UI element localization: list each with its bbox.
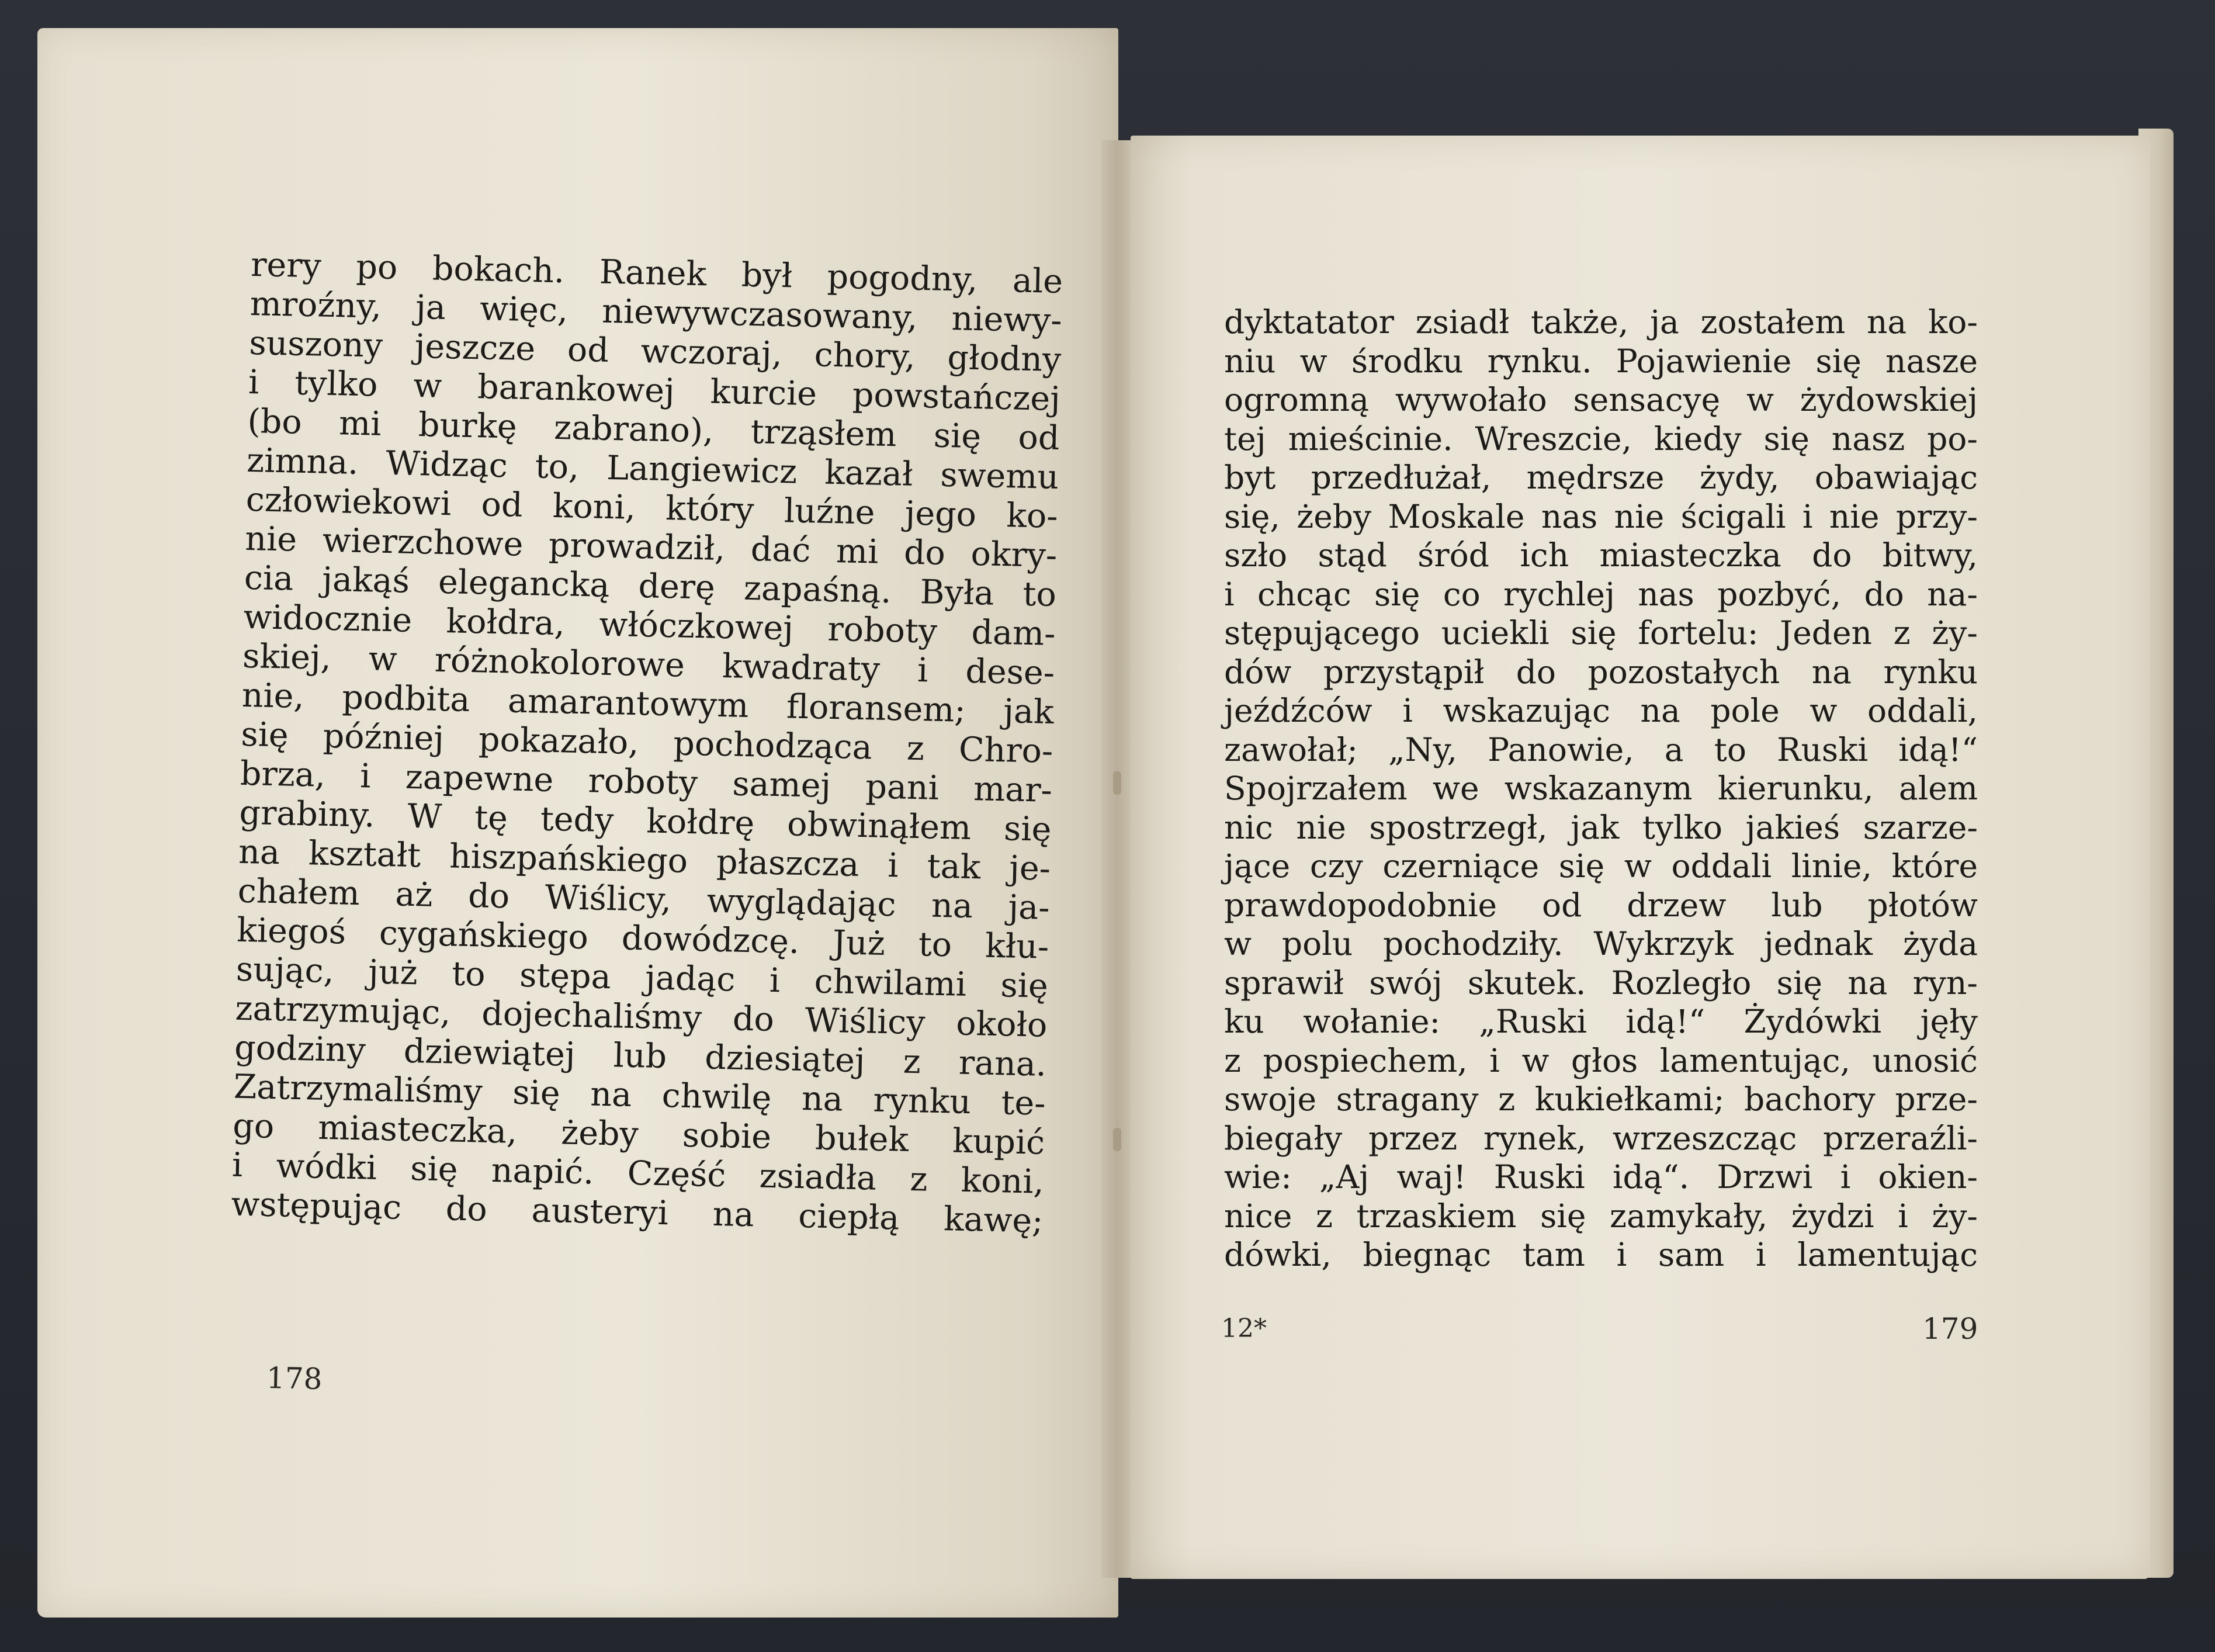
text-line: ku wołanie: „Ruski idą!“ Żydówki jęły <box>1224 1003 1978 1040</box>
text-line: nic nie spostrzegł, jak tylko jakieś szarze- <box>1224 808 1978 846</box>
text-line: i chcąc się co rychlej nas pozbyć, do na- <box>1224 575 1978 613</box>
text-line: nie, podbita amarantowym floransem; jak <box>241 676 1055 732</box>
text-line: skiej, w różnokolorowe kwadraty i dese- <box>242 636 1055 692</box>
text-line: się później pokazało, pochodząca z Chro- <box>240 715 1053 771</box>
binding-thread <box>1113 771 1121 795</box>
left-page-number: 178 <box>266 1361 323 1396</box>
text-line: z pospiechem, i w głos lamentując, unosić <box>1224 1041 1978 1079</box>
right-page-text <box>1224 303 1978 1275</box>
text-line: kiegoś cygańskiego dowódzcę. Już to kłu- <box>236 910 1049 967</box>
text-line: dów przystąpił do pozostałych na rynku <box>1224 653 1978 691</box>
text-line: Zatrzymaliśmy się na chwilę na rynku te- <box>233 1067 1046 1123</box>
text-line: stępującego uciekli się fortelu: Jeden z ży- <box>1224 614 1978 652</box>
text-line: rery po bokach. Ranek był pogodny, ale <box>250 245 1063 302</box>
signature-mark: 12* <box>1221 1314 1267 1343</box>
text-line: nice z trzaskiem się zamykały, żydzi i ży- <box>1224 1197 1978 1235</box>
text-line: zatrzymując, dojechaliśmy do Wiślicy około <box>234 989 1048 1045</box>
text-line: ogromną wywołało sensacyę w żydowskiej <box>1224 381 1978 418</box>
text-line: jące czy czerniące się w oddali linie, które <box>1224 847 1978 885</box>
text-line: zawołał; „Ny, Panowie, a to Ruski idą!“ <box>1224 730 1978 768</box>
text-line: tej mieścinie. Wreszcie, kiedy się nasz po- <box>1224 420 1978 458</box>
text-line: widocznie kołdra, włóczkowej roboty dam- <box>242 597 1056 653</box>
text-line: grabiny. W tę tedy kołdrę obwinąłem się <box>238 793 1052 849</box>
text-line: w polu pochodziły. Wykrzyk jednak żyda <box>1224 925 1978 962</box>
text-line: dyktatator zsiadł także, ja zostałem na ko- <box>1224 303 1978 341</box>
text-line: nie wierzchowe prowadził, dać mi do okry- <box>244 519 1058 575</box>
text-line: Spojrzałem we wskazanym kierunku, alem <box>1224 770 1978 807</box>
text-line: suszony jeszcze od wczoraj, chory, głodny <box>248 323 1062 380</box>
text-line: chałem aż do Wiślicy, wyglądając na ja- <box>237 871 1051 927</box>
text-line: szło stąd śród ich miasteczka do bitwy, <box>1224 536 1978 574</box>
text-line: sując, już to stępa jadąc i chwilami się <box>235 950 1049 1006</box>
text-line: (bo mi burkę zabrano), trząsłem się od <box>247 401 1060 458</box>
text-line: biegały przez rynek, wrzeszcząc przeraźli- <box>1224 1119 1978 1157</box>
right-page-number: 179 <box>1922 1312 1978 1346</box>
text-line: dówki, biegnąc tam i sam i lamentując <box>1224 1236 1978 1273</box>
text-line: mroźny, ja więc, niewywczasowany, niewy- <box>249 284 1063 341</box>
text-line: cia jakąś elegancką derę zapaśną. Była to <box>244 558 1057 614</box>
text-line: się, żeby Moskale nas nie ścigali i nie przy- <box>1224 497 1978 535</box>
text-line: brza, i zapewne roboty samej pani mar- <box>240 754 1053 810</box>
binding-thread <box>1113 1128 1121 1151</box>
text-line: i tylko w barankowej kurcie powstańczej <box>248 362 1061 419</box>
text-line: i wódki się napić. Część zsiadła z koni, <box>231 1145 1045 1201</box>
text-line: wie: „Aj waj! Ruski idą“. Drzwi i okien- <box>1224 1158 1978 1196</box>
text-line: człowiekowi od koni, który luźne jego ko- <box>245 480 1059 536</box>
text-line: prawdopodobnie od drzew lub płotów <box>1224 886 1978 924</box>
text-line: na kształt hiszpańskiego płaszcza i tak je- <box>238 832 1051 888</box>
text-line: wstępując do austeryi na ciepłą kawę; <box>230 1185 1044 1241</box>
text-line: jeźdźców i wskazując na pole w oddali, <box>1224 692 1978 729</box>
text-line: byt przedłużał, mędrsze żydy, obawiając <box>1224 459 1978 496</box>
left-page-text <box>231 245 1063 1241</box>
text-line: godziny dziewiątej lub dziesiątej z rana. <box>234 1028 1047 1084</box>
text-line: sprawił swój skutek. Rozległo się na ryn- <box>1224 964 1978 1002</box>
text-line: zimna. Widząc to, Langiewicz kazał swemu <box>246 441 1059 497</box>
text-line: niu w środku rynku. Pojawienie się nasze <box>1224 342 1978 380</box>
text-line: go miasteczka, żeby sobie bułek kupić <box>232 1106 1045 1162</box>
text-line: swoje stragany z kukiełkami; bachory prze- <box>1224 1080 1978 1118</box>
